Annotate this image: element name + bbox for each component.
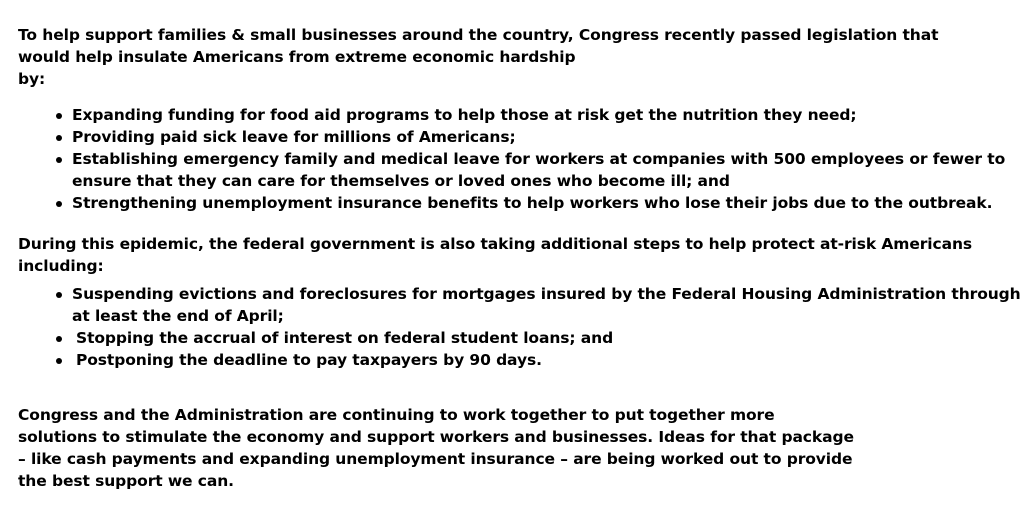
bullet-icon (56, 157, 62, 163)
closing-line: the best support we can. (18, 472, 234, 490)
list-item-text: Stopping the accrual of interest on federal student loans; and (76, 329, 614, 347)
list-item-text: Suspending evictions and foreclosures for mortgages insured by the Federal Housing Administration through (72, 285, 1021, 303)
intro-line: To help support families & small businesses around the country, Congress recently passed legislation that (18, 26, 939, 44)
list-item (18, 104, 1008, 126)
bullet-icon (56, 292, 62, 298)
list-item (18, 283, 1021, 327)
list-item (18, 148, 1008, 192)
intro-line: by: (18, 70, 46, 88)
relief-measures-list (18, 104, 1008, 214)
list-item (18, 192, 1008, 214)
additional-steps-list (18, 283, 1021, 371)
bullet-icon (56, 336, 62, 342)
bullet-icon (56, 113, 62, 119)
list-item-text: Postponing the deadline to pay taxpayers by 90 days. (76, 351, 542, 369)
list-item (18, 126, 1008, 148)
list-item-text: Strengthening unemployment insurance benefits to help workers who lose their jobs due to the outbreak. (72, 194, 993, 212)
bullet-icon (56, 358, 62, 364)
bullet-icon (56, 201, 62, 207)
list-item-text: Expanding funding for food aid programs to help those at risk get the nutrition they need; (72, 106, 857, 124)
closing-line: Congress and the Administration are continuing to work together to put together more (18, 406, 775, 424)
epidemic-paragraph (18, 233, 1008, 277)
closing-paragraph (18, 404, 1008, 492)
list-item-text: Providing paid sick leave for millions of Americans; (72, 128, 516, 146)
epidemic-line: including: (18, 257, 104, 275)
bullet-icon (56, 135, 62, 141)
intro-paragraph (18, 24, 1008, 90)
list-item-text: ensure that they can care for themselves or loved ones who become ill; and (72, 172, 730, 190)
document-body (18, 24, 1021, 492)
list-item (18, 327, 1008, 349)
epidemic-line: During this epidemic, the federal government is also taking additional steps to help protect at-risk Americans (18, 235, 973, 253)
intro-line: would help insulate Americans from extreme economic hardship (18, 48, 576, 66)
closing-line: – like cash payments and expanding unemployment insurance – are being worked out to provide (18, 450, 853, 468)
list-item-text: at least the end of April; (72, 307, 284, 325)
list-item-text: Establishing emergency family and medical leave for workers at companies with 500 employees or fewer to (72, 150, 1006, 168)
list-item (18, 349, 1008, 371)
closing-line: solutions to stimulate the economy and support workers and businesses. Ideas for that package (18, 428, 854, 446)
